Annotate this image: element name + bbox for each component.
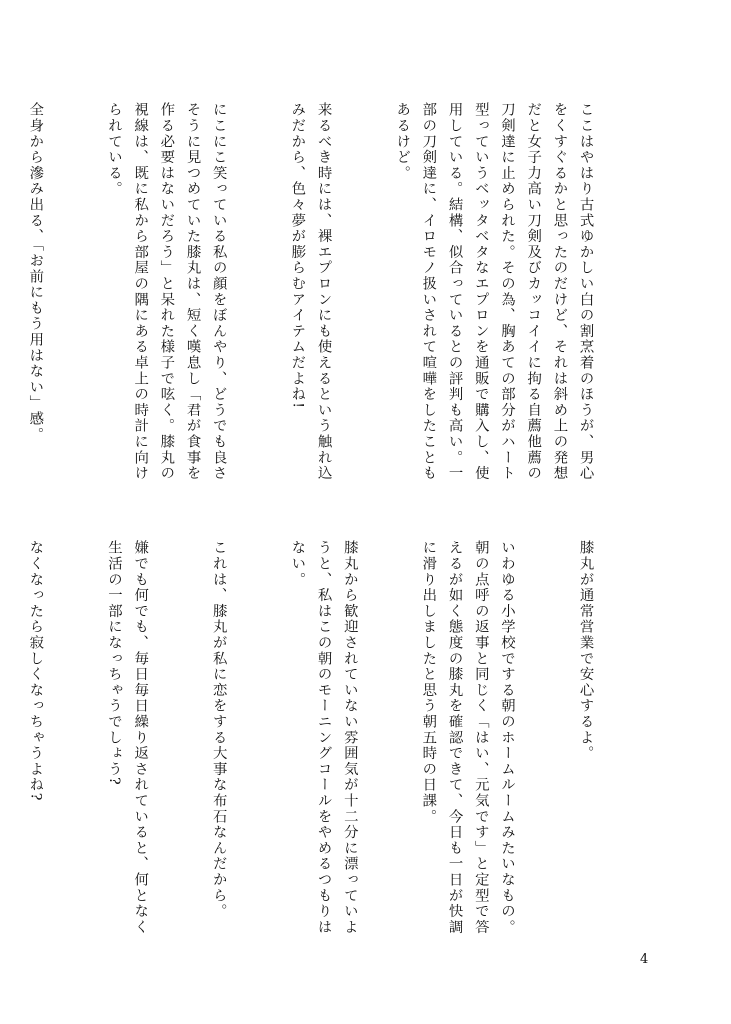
paragraph: 来るべき時には、裸エプロンにも使えるという触れ込みだから、色々夢が膨らむアイテムだよね! — [289, 102, 332, 482]
paragraph: 膝丸から歓迎されていない雰囲気が十二分に漂っていようと、私はこの朝のモーニングコールをやめるつもりはない。 — [289, 540, 358, 935]
paragraph: にこにこ笑っている私の顔をぼんやり、どうでも良さそうに見つめていた膝丸は、短く嘆息し「君が食事を作る必要はないだろう」と呆れた様子で呟く。膝丸の視線は、既に私から部屋の隅にある卓上の時計に向けられている。 — [105, 102, 227, 482]
paragraph: これは、膝丸が私に恋をする大事な布石なんだから。 — [210, 540, 227, 920]
paragraph: なくなったら寂しくなっちゃうよね? — [27, 540, 44, 802]
paragraph: 全身から滲み出る、「お前にもう用はない」感。 — [27, 102, 44, 443]
paragraph: 膝丸が通常営業で安心するよ。 — [577, 540, 594, 762]
paragraph: ここはやはり古式ゆかしい白の割烹着のほうが、男心をくすぐるかと思ったのだけど、それは斜め上の発想だと女子力高い刀剣及びカッコイイに拘る自薦他薦の刀剣達に止められた。その為、胸あての部分がハート型っていうベッタベタなエプロンを通販で購入し、使用している。結構、似合っているとの評判も高い。一部の刀剣達に、イロモノ扱いされて喧嘩をしたこともあるけど。 — [394, 102, 594, 482]
page-number: 4 — [640, 952, 649, 967]
upper-text-block — [27, 102, 651, 492]
paragraph: いわゆる小学校でする朝のホームルームみたいなもの。朝の点呼の返事と同じく「はい、元気です」と定型で答えるが如く態度の膝丸を確認できて、今日も一日が快調に滑り出しましたと思う朝五時の日課。 — [420, 540, 515, 935]
paragraph: 嫌でも何でも、毎日毎日繰り返されていると、何となく生活の一部になっちゃうでしょう? — [105, 540, 149, 935]
lower-text-block — [27, 540, 651, 935]
